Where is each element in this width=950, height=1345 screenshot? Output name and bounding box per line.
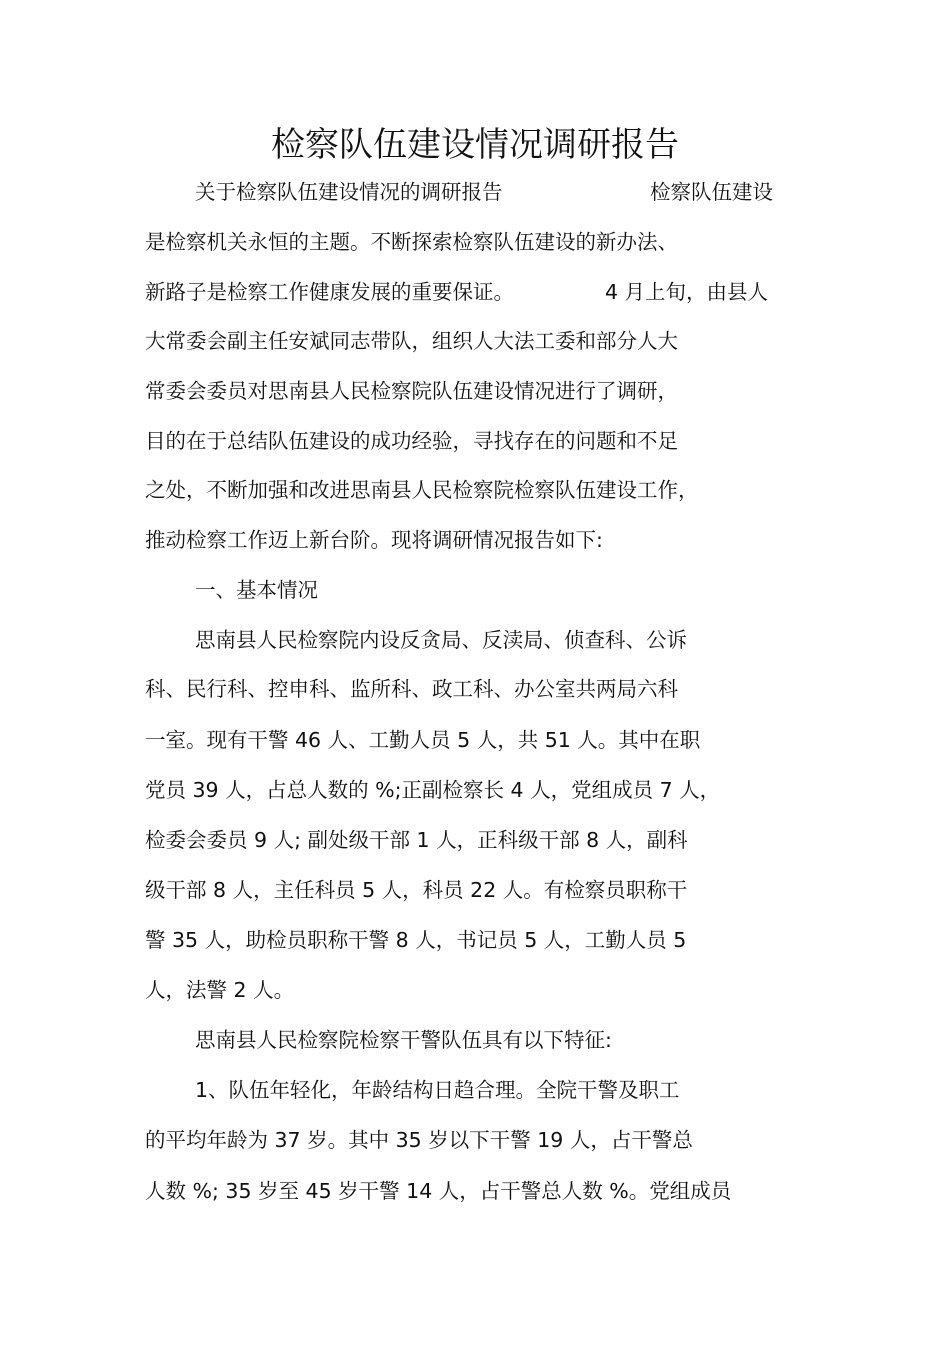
text-segment: 人数 %; 35 岁至 45 岁干警 14 人，占干警总人数 %。党组成员: [145, 1179, 732, 1203]
text-segment: 思南县人民检察院检察干警队伍具有以下特征:: [195, 1028, 612, 1052]
text-segment: 科、民行科、控申科、监所科、政工科、办公室共两局六科: [145, 677, 678, 701]
text-segment: 检察队伍建设: [650, 180, 773, 204]
text-segment: 1、队伍年轻化，年龄结构日趋合理。全院干警及职工: [195, 1078, 680, 1102]
text-segment: 大常委会副主任安斌同志带队，组织人大法工委和部分人大: [145, 329, 678, 353]
section-heading: [0, 565, 950, 615]
text-line: [0, 366, 950, 416]
text-line: [0, 316, 950, 366]
text-line: [0, 217, 950, 267]
text-line: [0, 715, 950, 765]
text-segment: 思南县人民检察院内设反贪局、反渎局、侦查科、公诉: [195, 628, 687, 652]
text-segment: 警 35 人，助检员职称干警 8 人，书记员 5 人，工勤人员 5: [145, 928, 687, 952]
text-line: [0, 865, 950, 915]
text-line: [0, 1166, 950, 1216]
text-line: [0, 267, 950, 317]
text-segment: 党员 39 人，占总人数的 %;正副检察长 4 人，党组成员 7 人，: [145, 778, 721, 802]
document-title: 检察队伍建设情况调研报告: [271, 125, 679, 165]
text-line: [0, 515, 950, 565]
text-segment: 之处，不断加强和改进思南县人民检察院检察队伍建设工作，: [145, 478, 699, 502]
text-segment: 检委会委员 9 人; 副处级干部 1 人，正科级干部 8 人，副科: [145, 828, 688, 852]
text-segment: 推动检察工作迈上新台阶。现将调研情况报告如下:: [145, 528, 603, 552]
text-line: [0, 915, 950, 965]
text-segment: 常委会委员对思南县人民检察院队伍建设情况进行了调研，: [145, 379, 678, 403]
text-line: [0, 1065, 950, 1115]
text-line: [0, 1015, 950, 1065]
text-segment: 的平均年龄为 37 岁。其中 35 岁以下干警 19 人，占干警总: [145, 1128, 693, 1152]
text-line: [0, 765, 950, 815]
text-segment: 目的在于总结队伍建设的成功经验，寻找存在的问题和不足: [145, 429, 678, 453]
text-line: [0, 1115, 950, 1165]
text-line: [0, 615, 950, 665]
text-segment: 4 月上旬，由县人: [605, 280, 769, 304]
text-line: [0, 465, 950, 515]
text-line: [0, 815, 950, 865]
text-segment: 一、基本情况: [195, 578, 318, 602]
text-line: [0, 167, 950, 217]
text-line: [0, 965, 950, 1015]
text-segment: 新路子是检察工作健康发展的重要保证。: [145, 280, 514, 304]
text-segment: 关于检察队伍建设情况的调研报告: [195, 180, 503, 204]
text-segment: 级干部 8 人，主任科员 5 人，科员 22 人。有检察员职称干: [145, 878, 688, 902]
text-segment: 人，法警 2 人。: [145, 978, 295, 1002]
text-line: [0, 664, 950, 714]
text-segment: 一室。现有干警 46 人、工勤人员 5 人，共 51 人。其中在职: [145, 728, 701, 752]
text-line: [0, 416, 950, 466]
text-segment: 是检察机关永恒的主题。不断探索检察队伍建设的新办法、: [145, 230, 678, 254]
